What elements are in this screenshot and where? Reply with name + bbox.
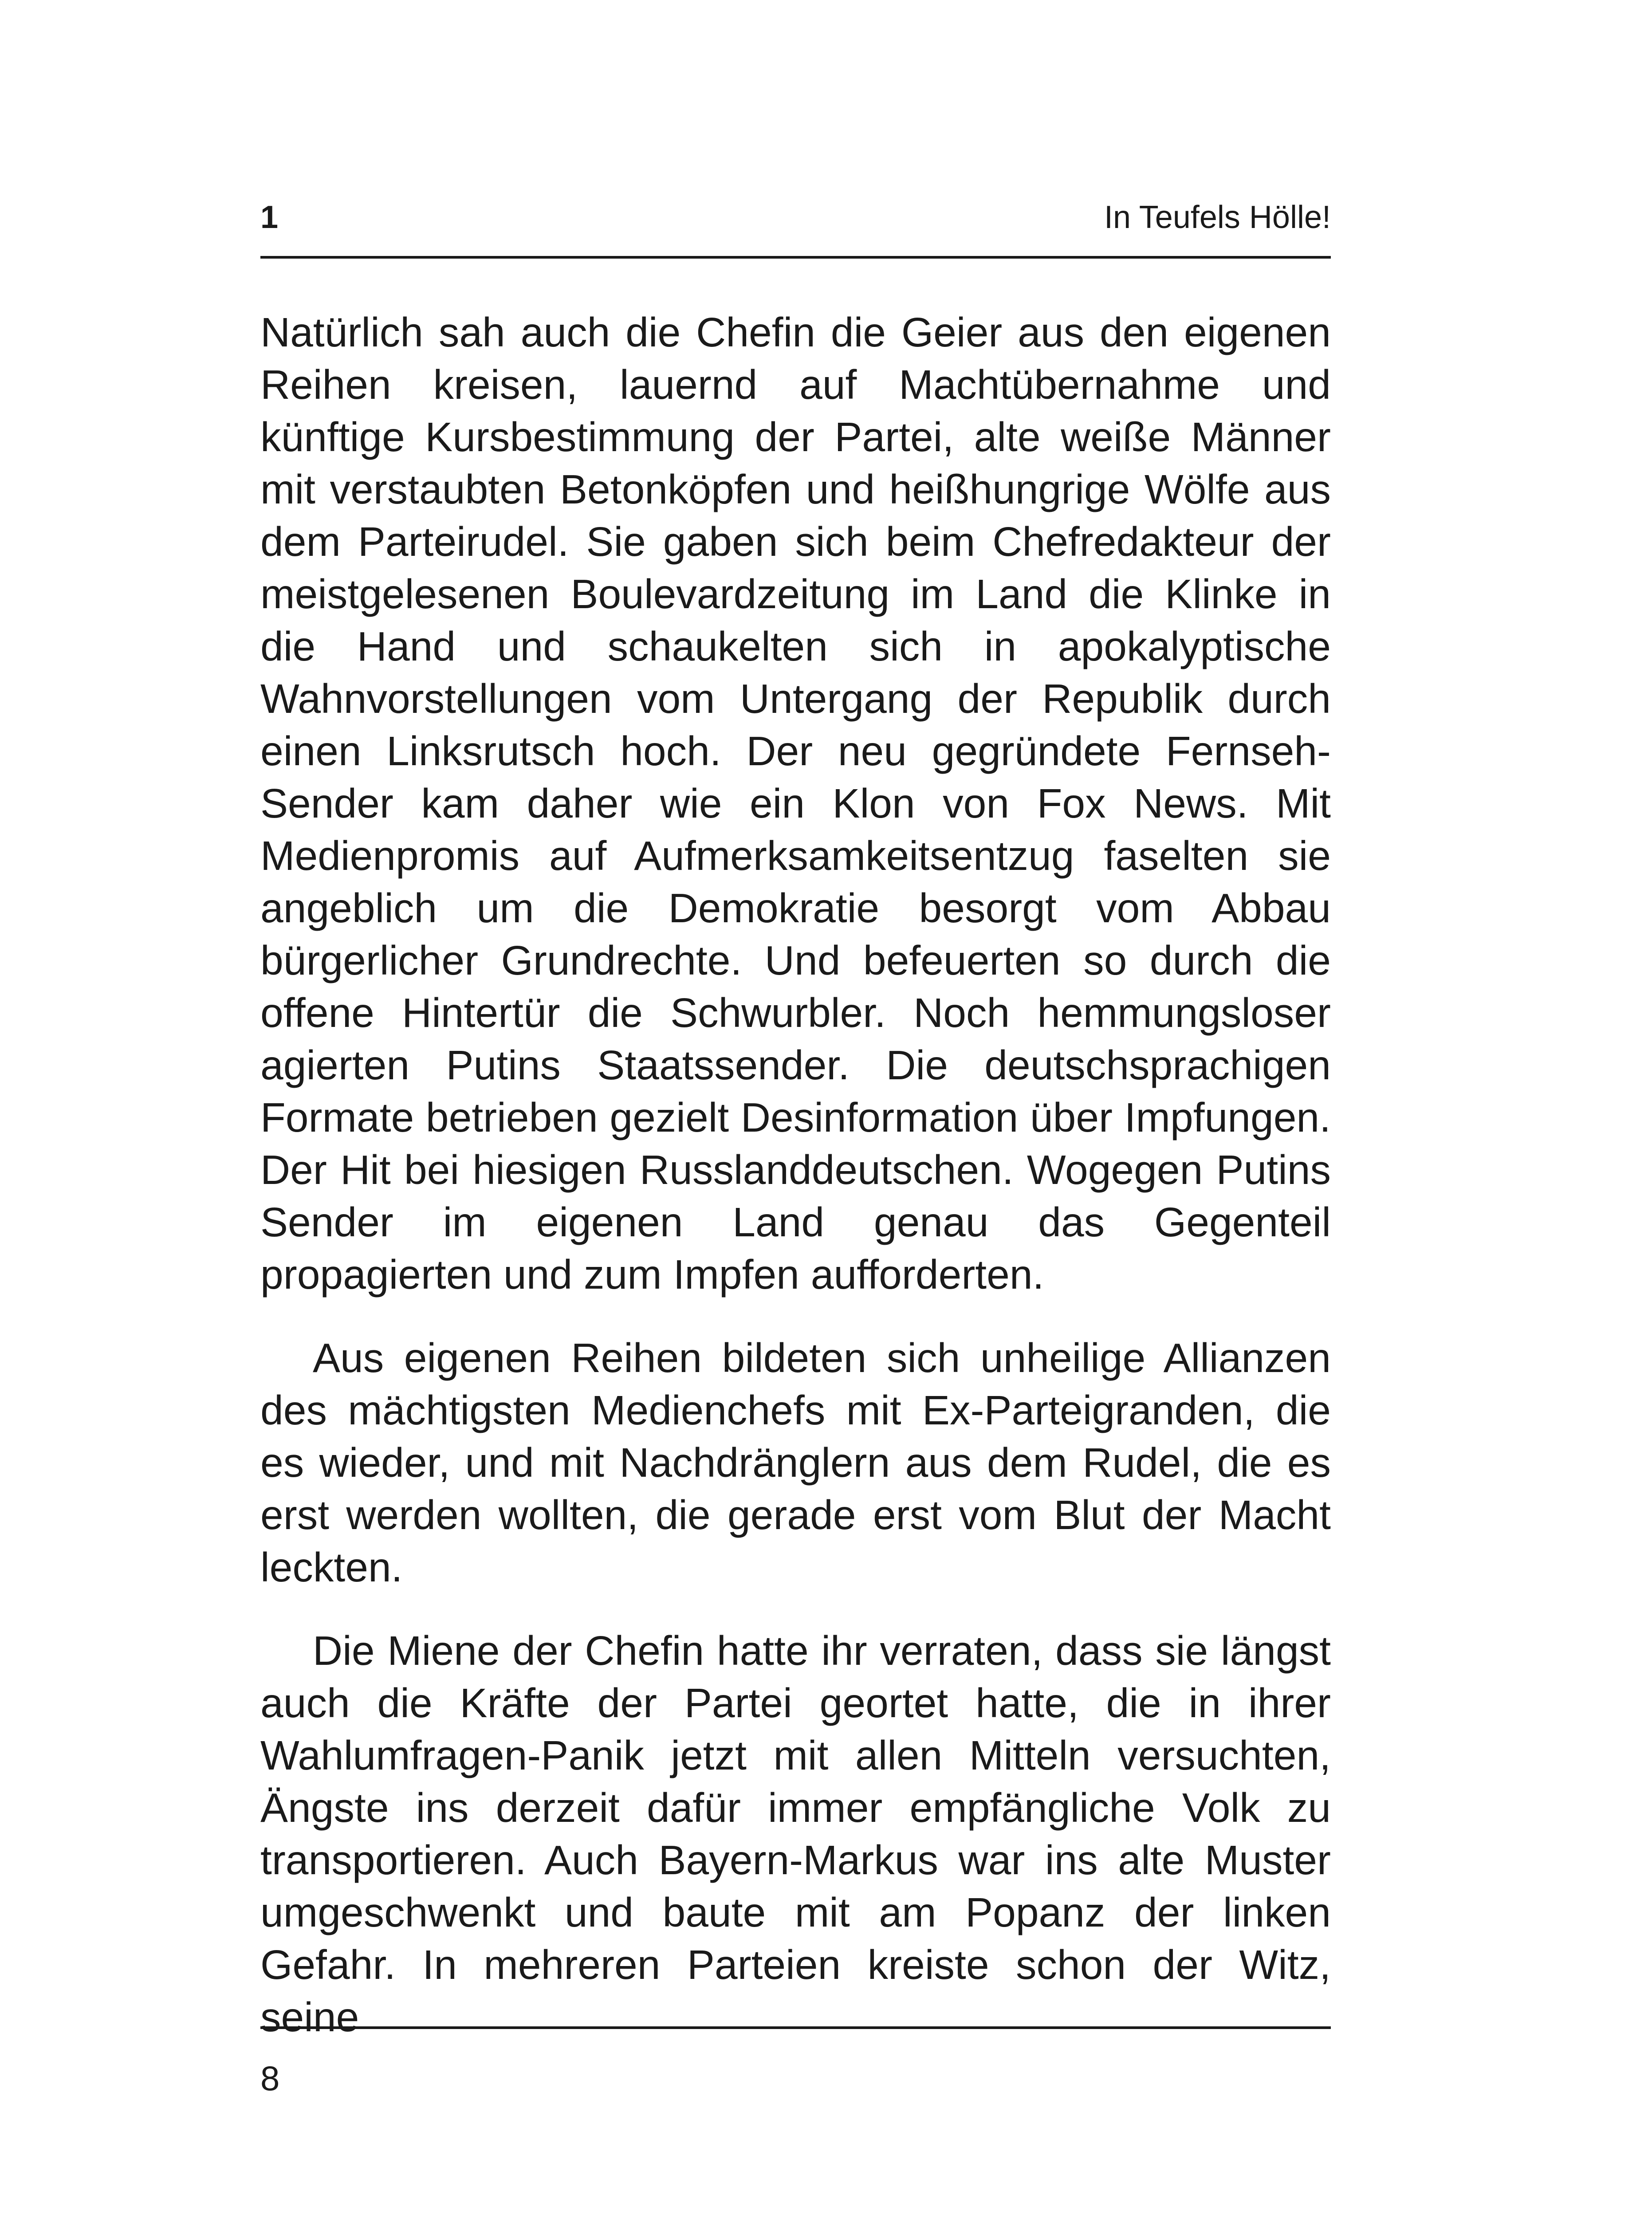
paragraph-2: Aus eigenen Reihen bildeten sich unheilige Allianzen des mächtigsten Medienchefs mit Ex-Parteigranden, die es wieder, und mit Nachdränglern aus dem Rudel, die es erst werden wollten, die gerade erst vom Blut der Macht leckten. [260, 1335, 1331, 1590]
running-header [260, 195, 1331, 240]
chapter-number: 1 [260, 200, 279, 235]
running-title: In Teufels Hölle! [1104, 200, 1331, 235]
paragraph-1: Natürlich sah auch die Chefin die Geier aus den eigenen Reihen kreisen, lauernd auf Machtübernahme und künftige Kursbestimmung der Partei, alte weiße Männer mit verstaubten Betonköpfen und heißhungrige Wölfe aus dem Parteirudel. Sie gaben sich beim Chefredakteur der meistgelesenen Boulevardzeitung im Land die Klinke in die Hand und schaukelten sich in apokalyptische Wahnvorstellungen vom Untergang der Republik durch einen Linksrutsch hoch. Der neu gegründete Fernseh-Sender kam daher wie ein Klon von Fox News. Mit Medienpromis auf Aufmerksamkeitsentzug faselten sie angeblich um die Demokratie besorgt vom Abbau bürgerlicher Grundrechte. Und befeuerten so durch die offene Hintertür die Schwurbler. Noch hemmungsloser agierten Putins Staatssender. Die deutschsprachigen Formate betrieben gezielt Desinformation über Impfungen. Der Hit bei hiesigen Russlanddeutschen. Wogegen Putins Sender im eigenen Land genau das Gegenteil propagierten und zum Impfen aufforderten. [260, 309, 1331, 1298]
footer-divider [260, 2026, 1331, 2029]
header-divider [260, 256, 1331, 259]
page-number: 8 [260, 2059, 280, 2098]
paragraph-3: Die Miene der Chefin hatte ihr verraten, dass sie längst auch die Kräfte der Partei geortet hatte, die in ihrer Wahlumfragen-Panik jetzt mit allen Mitteln versuchten, Ängste ins derzeit dafür immer empfängliche Volk zu transportieren. Auch Bayern-Markus war ins alte Muster umgeschwenkt und baute mit am Popanz der linken Gefahr. In mehreren Parteien kreiste schon der Witz, seine [260, 1628, 1331, 2040]
body-text [260, 306, 1331, 2043]
